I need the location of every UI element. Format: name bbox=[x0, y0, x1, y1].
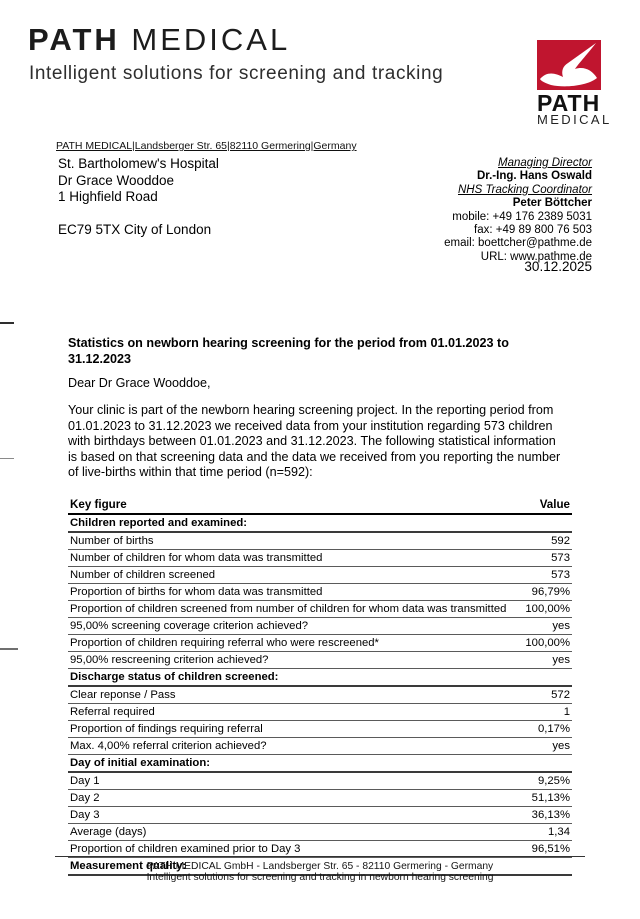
contact-line: Peter Böttcher bbox=[512, 197, 592, 210]
row-value: 573 bbox=[551, 551, 570, 564]
table-row bbox=[68, 584, 572, 601]
body-text-line: with birthdays between 01.01.2023 and 31.12.2023. The following statistical information bbox=[68, 434, 556, 448]
row-value: 36,13% bbox=[531, 808, 570, 821]
contact-line: Dr.-Ing. Hans Oswald bbox=[476, 170, 592, 183]
logo-text-medical: MEDICAL bbox=[537, 112, 612, 127]
brand-wordmark bbox=[28, 22, 290, 58]
subject-heading bbox=[68, 336, 580, 367]
contact-block bbox=[444, 157, 592, 264]
table-row bbox=[68, 652, 572, 669]
row-label: Number of children for whom data was transmitted bbox=[70, 551, 323, 564]
row-label: Discharge status of children screened: bbox=[70, 670, 279, 683]
address-line: Dr Grace Wooddoe bbox=[58, 172, 175, 188]
brand-tagline: Intelligent solutions for screening and tracking bbox=[29, 63, 444, 84]
table-row bbox=[68, 687, 572, 704]
footer-slogan-line: Intelligent solutions for screening and tracking in newborn hearing screening bbox=[146, 872, 494, 884]
row-label: Proportion of findings requiring referral bbox=[70, 722, 263, 735]
table-row bbox=[68, 533, 572, 550]
table-row bbox=[68, 704, 572, 721]
row-label: Proportion of children screened from number of children for whom data was transmitted bbox=[70, 602, 507, 615]
row-label: Referral required bbox=[70, 705, 155, 718]
row-label: Proportion of children examined prior to Day 3 bbox=[70, 842, 301, 855]
contact-line: URL: www.pathme.de bbox=[480, 250, 592, 263]
table-row bbox=[68, 567, 572, 584]
row-value: 1 bbox=[563, 705, 570, 718]
row-label: Clear reponse / Pass bbox=[70, 688, 176, 701]
table-row bbox=[68, 790, 572, 807]
body-paragraph bbox=[68, 403, 590, 481]
brand-wordmark-light: MEDICAL bbox=[119, 22, 291, 57]
table-row bbox=[68, 550, 572, 567]
table-row bbox=[68, 824, 572, 841]
table-row bbox=[68, 669, 572, 687]
table-row bbox=[68, 515, 572, 533]
footer bbox=[0, 861, 640, 884]
table-row bbox=[68, 755, 572, 773]
body-text-line: is based on that screening data and the data we received from you reporting the number bbox=[68, 449, 561, 464]
row-label: Proportion of children requiring referral who were rescreened* bbox=[70, 636, 379, 649]
contact-line: email: boettcher@pathme.de bbox=[444, 237, 592, 250]
row-value: 572 bbox=[551, 688, 570, 701]
row-label: Number of children screened bbox=[70, 568, 216, 581]
footer-divider bbox=[55, 856, 585, 857]
brand-wordmark-bold: PATH bbox=[28, 22, 120, 57]
row-label: Proportion of births for whom data was transmitted bbox=[70, 585, 323, 598]
row-label: Day 1 bbox=[70, 774, 100, 787]
address-line: St. Bartholomew's Hospital bbox=[58, 156, 219, 171]
table-row bbox=[68, 721, 572, 738]
subject-line: Statistics on newborn hearing screening for the period from 01.01.2023 to bbox=[68, 336, 509, 350]
row-label: 95,00% rescreening criterion achieved? bbox=[70, 653, 269, 666]
row-label: Measurement quality: bbox=[70, 859, 187, 872]
path-swoosh-icon bbox=[537, 40, 601, 90]
logo-text-path: PATH bbox=[537, 90, 601, 116]
body-text-line: 01.01.2023 to 31.12.2023 we received data from your institution regarding 573 children bbox=[68, 418, 553, 433]
table-row bbox=[68, 807, 572, 824]
row-label: Day of initial examination: bbox=[70, 756, 210, 769]
salutation: Dear Dr Grace Wooddoe, bbox=[68, 376, 211, 390]
letter-date: 30.12.2025 bbox=[524, 259, 592, 274]
statistics-table bbox=[68, 497, 572, 876]
path-medical-logo bbox=[537, 40, 612, 127]
contact-line: NHS Tracking Coordinator bbox=[457, 183, 592, 196]
row-label: Number of births bbox=[70, 534, 154, 547]
recipient-address bbox=[58, 156, 219, 239]
row-value: 96,79% bbox=[531, 585, 570, 598]
address-line bbox=[58, 206, 219, 223]
sender-return-address: PATH MEDICAL|Landsberger Str. 65|82110 Germering|Germany bbox=[56, 140, 357, 152]
table-row bbox=[68, 773, 572, 790]
row-value: yes bbox=[552, 653, 570, 666]
row-value: 96,51% bbox=[531, 842, 570, 855]
contact-line: mobile: +49 176 2389 5031 bbox=[452, 210, 592, 223]
footer-address-line: PATH MEDICAL GmbH - Landsberger Str. 65 - 82110 Germering - Germany bbox=[146, 861, 494, 872]
row-value: 0,17% bbox=[537, 722, 570, 735]
row-label: Average (days) bbox=[70, 825, 147, 838]
row-label: Day 2 bbox=[70, 791, 100, 804]
row-label: 95,00% screening coverage criterion achieved? bbox=[70, 619, 309, 632]
body-text-line: of live-births within that time period (n=592): bbox=[68, 465, 313, 479]
row-value: yes bbox=[552, 619, 570, 632]
table-header-row bbox=[68, 497, 572, 515]
table-row bbox=[68, 738, 572, 755]
table-row bbox=[68, 601, 572, 618]
punch-hole-mark bbox=[0, 458, 14, 459]
row-value: 592 bbox=[551, 534, 570, 547]
row-value: 100,00% bbox=[525, 602, 570, 615]
fold-mark-bottom bbox=[0, 648, 18, 650]
subject-line: 31.12.2023 bbox=[68, 351, 132, 366]
row-value: 1,34 bbox=[548, 825, 570, 838]
address-line: EC79 5TX City of London bbox=[58, 222, 212, 237]
row-label: Max. 4,00% referral criterion achieved? bbox=[70, 739, 267, 752]
table-row bbox=[68, 635, 572, 652]
contact-line: fax: +49 89 800 76 503 bbox=[474, 224, 592, 237]
row-label: Day 3 bbox=[70, 808, 100, 821]
table-row bbox=[68, 618, 572, 635]
fold-mark-top bbox=[0, 322, 14, 324]
column-key-figure: Key figure bbox=[70, 498, 127, 511]
row-value: 51,13% bbox=[531, 791, 570, 804]
row-value: 100,00% bbox=[525, 636, 570, 649]
row-value: yes bbox=[552, 739, 570, 752]
row-label: Children reported and examined: bbox=[70, 516, 248, 529]
row-value: 9,25% bbox=[537, 774, 570, 787]
contact-line: Managing Director bbox=[498, 157, 592, 169]
row-value: 573 bbox=[551, 568, 570, 581]
column-value: Value bbox=[539, 498, 570, 511]
body-text-line: Your clinic is part of the newborn hearing screening project. In the reporting period from bbox=[68, 403, 554, 417]
address-line: 1 Highfield Road bbox=[58, 189, 158, 204]
